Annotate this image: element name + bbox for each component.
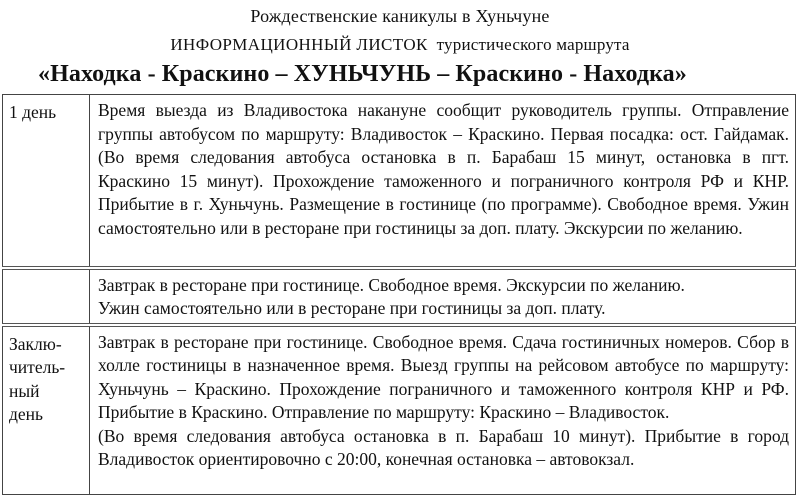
description-line: Ужин самостоятельно или в ресторане при гостиницы за доп. плату. [98, 298, 606, 318]
description-line: Прибытие в г. Хуньчунь. Размещение в гостинице (по программе). Свободное время. Ужин [98, 194, 789, 214]
itinerary-table [2, 94, 796, 495]
description-line: Завтрак в ресторане при гостинице. Свободное время. Сдача гостиничных номеров. Сбор в [98, 331, 789, 352]
day-cell [3, 325, 90, 495]
description-cell [90, 325, 796, 495]
document-title: Рождественские каникулы в Хуньчуне [250, 6, 550, 26]
route-type-label: туристического маршрута [436, 35, 630, 54]
route-title: «Находка - Краскино – ХУНЬЧУНЬ – Краскино - Находка» [38, 61, 687, 87]
table-row [3, 325, 796, 495]
day-label: ный [9, 380, 40, 401]
table-row [3, 95, 796, 268]
day-cell [3, 268, 90, 325]
table-row [3, 268, 796, 325]
day-label: читель- [9, 357, 66, 377]
description-line: Хуньчунь – Краскино. Прохождение пограничного и таможенного контроля КНР и РФ. [98, 378, 789, 399]
description-line: самостоятельно или в ресторане при гостиницы за доп. плату. Экскурсии по желанию. [98, 217, 743, 238]
day-label: Заклю- [9, 333, 62, 354]
day-label: день [9, 404, 44, 424]
description-line: холле гостиницы в назначенное время. Выезд группы на рейсовом автобусе по маршруту: [98, 355, 789, 375]
description-line: группы автобусом по маршруту: Владивосток – Краскино. Первая посадка: ост. Гайдамак. [98, 123, 789, 144]
description-line: Краскино 15 минут). Прохождение таможенного и пограничного контроля РФ и КНР. [98, 170, 789, 191]
description-line: (Во время следования автобуса остановка в п. Барабаш 15 минут, остановка в пгт. [98, 147, 789, 167]
day-cell [3, 95, 90, 268]
day-label: 1 день [9, 102, 57, 122]
description-cell [90, 268, 796, 325]
description-line: (Во время следования автобуса остановка в п. Барабаш 10 минут). Прибытие в город [98, 425, 789, 446]
document-subtitle [0, 35, 800, 55]
description-line: Время выезда из Владивостока накануне сообщит руководитель группы. Отправление [98, 100, 789, 120]
description-cell [90, 95, 796, 268]
info-sheet-label: ИНФОРМАЦИОННЫЙ ЛИСТОК [170, 35, 428, 54]
description-line: Владивосток ориентировочно с 20:00, конечная остановка – автовокзал. [98, 449, 635, 469]
description-line: Завтрак в ресторане при гостинице. Свободное время. Экскурсии по желанию. [98, 274, 685, 295]
description-line: Прибытие в Краскино. Отправление по маршруту: Краскино – Владивосток. [98, 402, 670, 422]
